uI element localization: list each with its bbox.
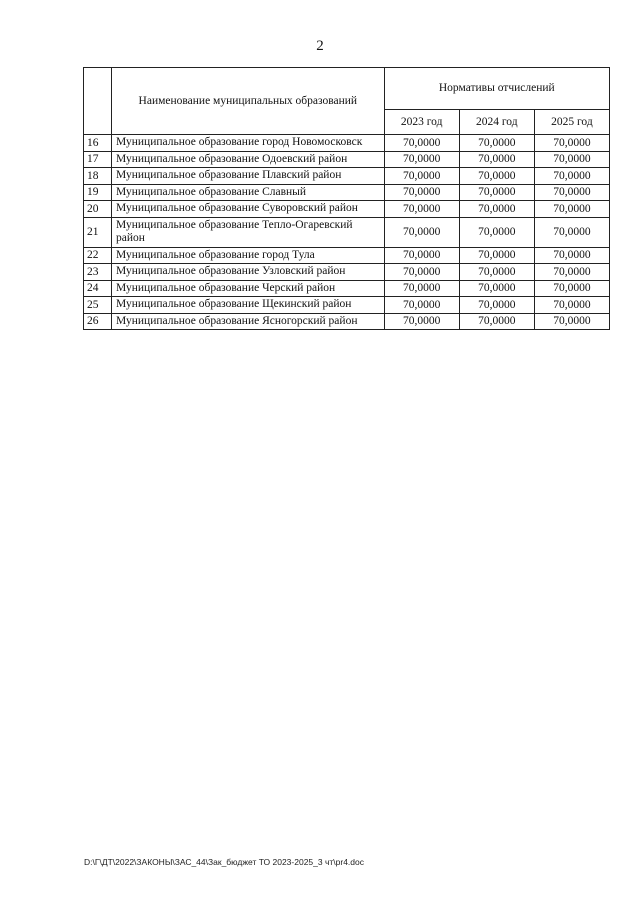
header-municipality-name: Наименование муниципальных образований bbox=[112, 68, 385, 135]
norm-2024: 70,0000 bbox=[459, 168, 534, 185]
table-row bbox=[84, 217, 610, 247]
table-body bbox=[84, 135, 610, 330]
norm-2023: 70,0000 bbox=[384, 201, 459, 218]
municipality-name: Муниципальное образование Славный bbox=[112, 184, 385, 201]
norm-2023: 70,0000 bbox=[384, 217, 459, 247]
norm-2025: 70,0000 bbox=[534, 184, 609, 201]
row-number: 26 bbox=[84, 313, 112, 330]
norm-2025: 70,0000 bbox=[534, 151, 609, 168]
norm-2024: 70,0000 bbox=[459, 184, 534, 201]
row-number: 20 bbox=[84, 201, 112, 218]
norm-2025: 70,0000 bbox=[534, 168, 609, 185]
table-row bbox=[84, 247, 610, 264]
norm-2024: 70,0000 bbox=[459, 217, 534, 247]
table-row bbox=[84, 151, 610, 168]
row-number: 17 bbox=[84, 151, 112, 168]
municipality-name: Муниципальное образование Плавский район bbox=[112, 168, 385, 185]
row-number: 22 bbox=[84, 247, 112, 264]
table-row bbox=[84, 313, 610, 330]
table-row bbox=[84, 135, 610, 152]
norm-2023: 70,0000 bbox=[384, 184, 459, 201]
norm-2025: 70,0000 bbox=[534, 247, 609, 264]
file-path-footer: D:\Г\ДТ\2022\ЗАКОНЫ\ЗАС_44\Зак_бюджет ТО 2023-2025_3 чт\pr4.doc bbox=[84, 857, 364, 867]
municipality-name: Муниципальное образование Одоевский район bbox=[112, 151, 385, 168]
table-row bbox=[84, 184, 610, 201]
municipality-name: Муниципальное образование Ясногорский район bbox=[112, 313, 385, 330]
row-number: 25 bbox=[84, 297, 112, 314]
norm-2024: 70,0000 bbox=[459, 151, 534, 168]
norm-2023: 70,0000 bbox=[384, 280, 459, 297]
table-row bbox=[84, 297, 610, 314]
row-number: 21 bbox=[84, 217, 112, 247]
row-number: 23 bbox=[84, 264, 112, 281]
municipality-name: Муниципальное образование город Новомосковск bbox=[112, 135, 385, 152]
municipality-name: Муниципальное образование Суворовский район bbox=[112, 201, 385, 218]
header-year-2023: 2023 год bbox=[384, 109, 459, 134]
header-allocation-norms: Нормативы отчислений bbox=[384, 68, 609, 110]
norm-2024: 70,0000 bbox=[459, 264, 534, 281]
norm-2024: 70,0000 bbox=[459, 280, 534, 297]
municipality-name: Муниципальное образование Тепло-Огаревский район bbox=[112, 217, 385, 247]
row-number: 19 bbox=[84, 184, 112, 201]
norm-2025: 70,0000 bbox=[534, 264, 609, 281]
norm-2023: 70,0000 bbox=[384, 313, 459, 330]
table-row bbox=[84, 168, 610, 185]
norm-2024: 70,0000 bbox=[459, 247, 534, 264]
norm-2025: 70,0000 bbox=[534, 201, 609, 218]
norm-2025: 70,0000 bbox=[534, 313, 609, 330]
header-year-2024: 2024 год bbox=[459, 109, 534, 134]
norm-2024: 70,0000 bbox=[459, 135, 534, 152]
norm-2023: 70,0000 bbox=[384, 297, 459, 314]
table-row bbox=[84, 264, 610, 281]
norm-2025: 70,0000 bbox=[534, 297, 609, 314]
municipality-name: Муниципальное образование город Тула bbox=[112, 247, 385, 264]
norm-2023: 70,0000 bbox=[384, 151, 459, 168]
norm-2023: 70,0000 bbox=[384, 247, 459, 264]
row-number: 16 bbox=[84, 135, 112, 152]
row-number: 18 bbox=[84, 168, 112, 185]
norm-2024: 70,0000 bbox=[459, 201, 534, 218]
norm-2024: 70,0000 bbox=[459, 297, 534, 314]
header-year-2025: 2025 год bbox=[534, 109, 609, 134]
norm-2023: 70,0000 bbox=[384, 264, 459, 281]
table-row bbox=[84, 280, 610, 297]
municipality-name: Муниципальное образование Щекинский район bbox=[112, 297, 385, 314]
norm-2023: 70,0000 bbox=[384, 168, 459, 185]
header-number bbox=[84, 68, 112, 135]
municipality-name: Муниципальное образование Черский район bbox=[112, 280, 385, 297]
norm-2025: 70,0000 bbox=[534, 217, 609, 247]
table-row bbox=[84, 201, 610, 218]
allocation-norms-table bbox=[83, 67, 610, 330]
norm-2023: 70,0000 bbox=[384, 135, 459, 152]
municipality-name: Муниципальное образование Узловский район bbox=[112, 264, 385, 281]
row-number: 24 bbox=[84, 280, 112, 297]
norm-2025: 70,0000 bbox=[534, 280, 609, 297]
page-number: 2 bbox=[316, 38, 324, 54]
norm-2024: 70,0000 bbox=[459, 313, 534, 330]
norm-2025: 70,0000 bbox=[534, 135, 609, 152]
